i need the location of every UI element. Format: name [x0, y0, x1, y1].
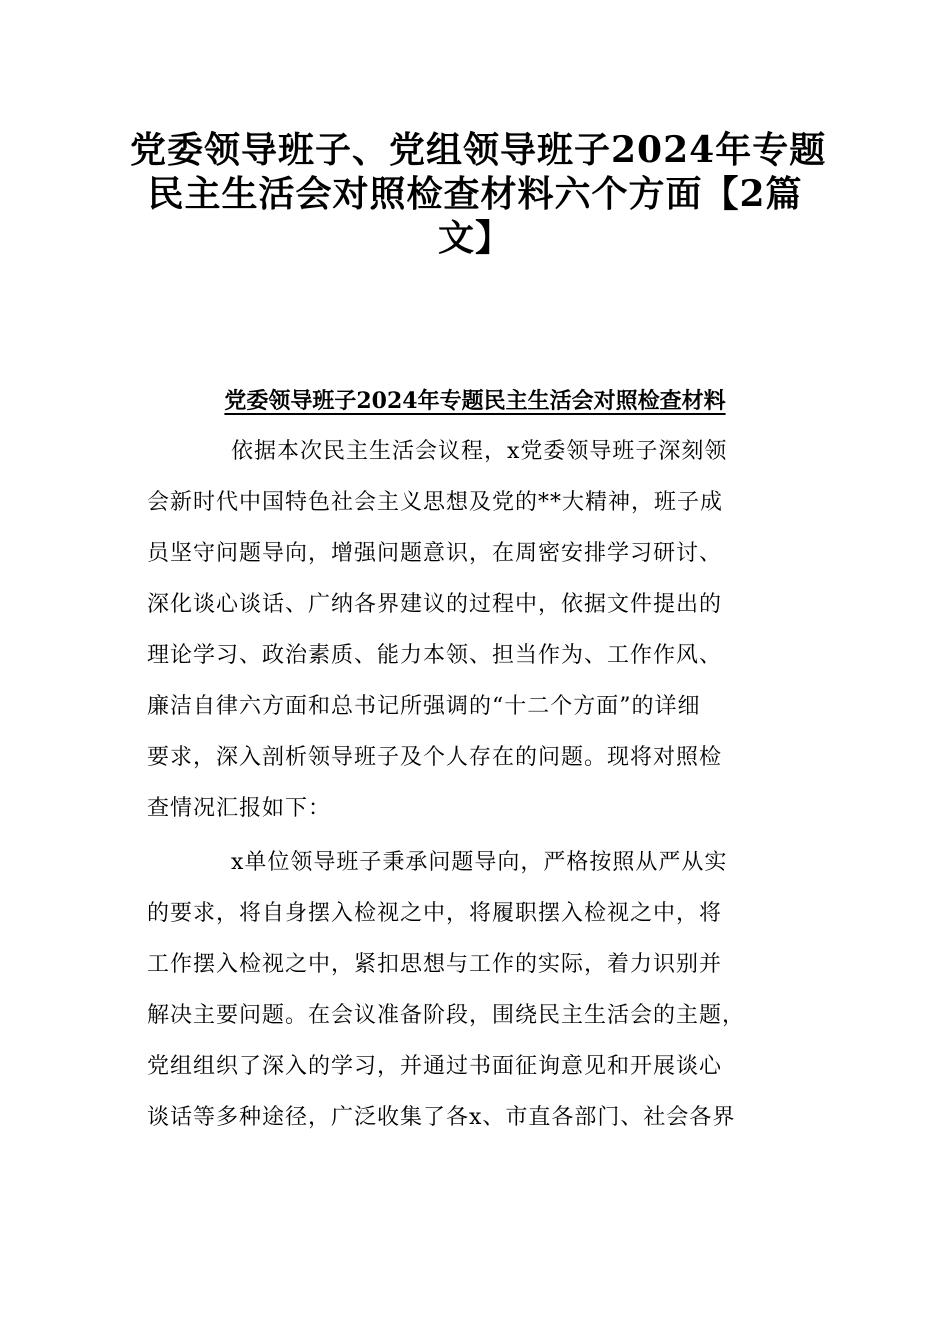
paragraph-line: 查情况汇报如下： [147, 796, 332, 821]
paragraph-1 [147, 426, 807, 834]
document-title-line: 民主生活会对照检查材料六个方面【2篇 [147, 173, 803, 215]
paragraph-line: 理论学习、政治素质、能力本领、担当作为、工作作风、 [147, 643, 723, 668]
document-title-line: 文】 [437, 217, 512, 259]
document-title-line: 党委领导班子、党组领导班子2024年专题 [130, 129, 827, 171]
paragraph-line: 要求，深入剖析领导班子及个人存在的问题。现将对照检 [147, 745, 723, 770]
paragraph-line: 工作摆入检视之中，紧扣思想与工作的实际，着力识别并 [147, 952, 723, 977]
paragraph-line: 会新时代中国特色社会主义思想及党的**大精神，班子成 [147, 490, 724, 515]
paragraph-line: 解决主要问题。在会议准备阶段，围绕民主生活会的主题， [147, 1003, 746, 1028]
paragraph-2 [147, 837, 807, 1143]
paragraph-line: 的要求，将自身摆入检视之中，将履职摆入检视之中，将 [147, 901, 723, 926]
paragraph-line: 谈话等多种途径，广泛收集了各x、市直各部门、社会各界 [147, 1105, 736, 1130]
paragraph-line: 廉洁自律六方面和总书记所强调的“十二个方面”的详细 [147, 694, 701, 719]
paragraph-line: x单位领导班子秉承问题导向，严格按照从严从实 [231, 850, 728, 875]
paragraph-line: 员坚守问题导向，增强问题意识，在周密安排学习研讨、 [147, 541, 723, 566]
paragraph-line: 深化谈心谈话、广纳各界建议的过程中，依据文件提出的 [147, 592, 723, 617]
paragraph-line: 依据本次民主生活会议程，x党委领导班子深刻领 [231, 439, 728, 464]
section-title-text: 党委领导班子2024年专题民主生活会对照检查材料 [224, 388, 726, 414]
section-title [100, 386, 850, 416]
paragraph-line: 党组组织了深入的学习，并通过书面征询意见和开展谈心 [147, 1054, 723, 1079]
document-title [130, 128, 827, 260]
